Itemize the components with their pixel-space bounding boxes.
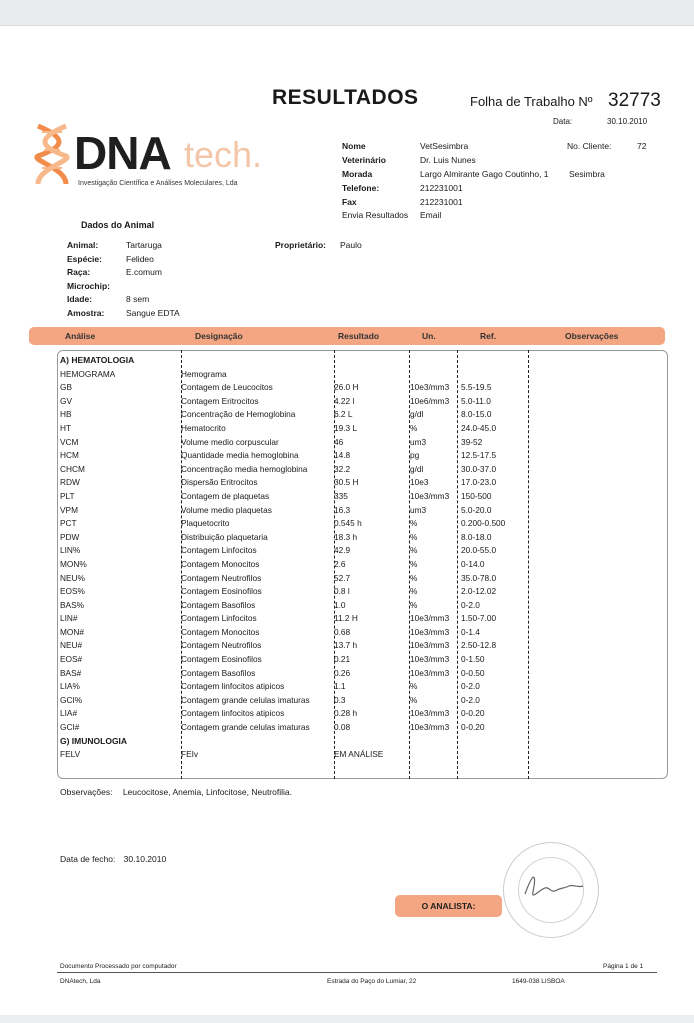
telefone-label: Telefone:: [342, 183, 380, 193]
fecho-label: Data de fecho:: [60, 854, 116, 864]
observacoes: [60, 787, 292, 797]
table-row: [60, 477, 660, 491]
cell-referencia: 12.5-17.5: [461, 450, 497, 461]
idade-value: 8 sem: [126, 294, 150, 304]
cell-analise: HCM: [60, 450, 79, 461]
veterinario-label: Veterinário: [342, 155, 386, 165]
cell-unidade: 10e3/mm3: [410, 490, 450, 501]
results-rows: [60, 355, 660, 763]
cell-unidade: %: [410, 572, 418, 583]
cell-analise: HB: [60, 409, 72, 420]
cell-referencia: 0-2.0: [461, 694, 480, 705]
cell-unidade: um3: [410, 436, 427, 447]
cell-referencia: 0-2.0: [461, 599, 480, 610]
table-row: [60, 423, 660, 437]
cell-resultado: 6.2 L: [334, 409, 353, 420]
cell-designacao: Contagem linfocitos atipicos: [181, 708, 285, 719]
cell-unidade: %: [410, 694, 418, 705]
cell-referencia: 8.0-15.0: [461, 409, 492, 420]
cell-resultado: 30.5 H: [334, 477, 359, 488]
cell-analise: LIN%: [60, 545, 81, 556]
analista-label: O ANALISTA:: [395, 895, 502, 917]
cell-referencia: 0-1.4: [461, 626, 480, 637]
cell-designacao: Concentração media hemoglobina: [181, 463, 308, 474]
cell-analise: GV: [60, 395, 72, 406]
animal-section-title: Dados do Animal: [81, 220, 155, 230]
cell-analise: LIA%: [60, 681, 80, 692]
localidade-value: Sesimbra: [569, 169, 605, 179]
folha-label: Folha de Trabalho Nº: [470, 94, 593, 109]
cell-referencia: 5.0-20.0: [461, 504, 492, 515]
cell-referencia: 0-14.0: [461, 558, 485, 569]
cell-designacao: Quantidade media hemoglobina: [181, 450, 299, 461]
cell-resultado: 14.8: [334, 450, 351, 461]
cell-analise: PDW: [60, 531, 80, 542]
cell-resultado: 0.3: [334, 694, 346, 705]
page-title: RESULTADOS: [272, 86, 419, 109]
fax-label: Fax: [342, 197, 357, 207]
cell-analise: NEU%: [60, 572, 85, 583]
table-row: [60, 396, 660, 410]
cell-unidade: %: [410, 422, 418, 433]
cell-referencia: 2.50-12.8: [461, 640, 497, 651]
cell-referencia: 5.0-11.0: [461, 395, 491, 406]
cell-analise: BAS%: [60, 599, 84, 610]
cell-analise: VCM: [60, 436, 79, 447]
animal-value: Tartaruga: [126, 240, 162, 250]
table-row: [60, 437, 660, 451]
col-header-unidade: Un.: [422, 331, 436, 341]
table-section-row: [60, 355, 660, 369]
nome-value: VetSesimbra: [420, 141, 469, 151]
cell-analise: MON#: [60, 626, 84, 637]
cell-analise: VPM: [60, 504, 78, 515]
cell-resultado: 1.1: [334, 681, 346, 692]
cell-resultado: 0.8 l: [334, 586, 350, 597]
cell-unidade: %: [410, 518, 418, 529]
cell-referencia: 24.0-45.0: [461, 422, 497, 433]
table-row: [60, 708, 660, 722]
cell-referencia: 0.200-0.500: [461, 518, 506, 529]
cell-resultado: 11.2 H: [334, 613, 358, 624]
footer-page: Página 1 de 1: [603, 963, 644, 970]
table-row: [60, 409, 660, 423]
table-row: [60, 586, 660, 600]
table-row: [60, 668, 660, 682]
amostra-label: Amostra:: [67, 308, 105, 318]
footer-address: Estrada do Paço do Lumiar, 22: [327, 978, 417, 985]
cell-designacao: FEIv: [181, 749, 199, 760]
date-value: 30.10.2010: [607, 117, 648, 126]
cell-analise: LIN#: [60, 613, 78, 624]
cell-designacao: Contagem grande celulas imaturas: [181, 694, 310, 705]
cliente-label: No. Cliente:: [567, 141, 612, 151]
cell-unidade: 10e3/mm3: [410, 722, 450, 733]
cell-designacao: Contagem Eosinofilos: [181, 586, 262, 597]
table-row: [60, 369, 660, 383]
cell-designacao: Hemograma: [181, 368, 227, 379]
cell-resultado: 1.0: [334, 599, 346, 610]
cell-analise: BAS#: [60, 667, 82, 678]
cell-referencia: 5.5-19.5: [461, 382, 492, 393]
table-row: [60, 654, 660, 668]
table-row: [60, 532, 660, 546]
section-title: G) IMUNOLOGIA: [60, 735, 128, 746]
top-scan-border: [0, 0, 694, 26]
cell-unidade: 10e3: [410, 477, 429, 488]
cell-designacao: Hematocrito: [181, 422, 226, 433]
cell-referencia: 1.50-7.00: [461, 613, 497, 624]
table-section-row: [60, 736, 660, 750]
cell-referencia: 35.0-78.0: [461, 572, 497, 583]
cell-unidade: 10e3/mm3: [410, 382, 450, 393]
envio-label: Envia Resultados: [342, 210, 409, 220]
cell-referencia: 0-1.50: [461, 654, 485, 665]
cell-analise: CHCM: [60, 463, 85, 474]
cell-analise: NEU#: [60, 640, 83, 651]
table-row: [60, 613, 660, 627]
telefone-value: 212231001: [420, 183, 463, 193]
cell-analise: HT: [60, 422, 72, 433]
cell-designacao: Contagem Linfocitos: [181, 545, 257, 556]
amostra-value: Sangue EDTA: [126, 308, 180, 318]
table-row: [60, 681, 660, 695]
cell-referencia: 0-0.20: [461, 722, 485, 733]
cell-resultado: 0.21: [334, 654, 351, 665]
cell-designacao: Concentração de Hemoglobina: [181, 409, 296, 420]
table-row: [60, 450, 660, 464]
raca-label: Raça:: [67, 267, 91, 277]
cell-unidade: 10e3/mm3: [410, 654, 450, 665]
cell-analise: RDW: [60, 477, 80, 488]
cell-unidade: um3: [410, 504, 427, 515]
cell-unidade: g/dl: [410, 409, 424, 420]
cell-analise: EOS#: [60, 654, 83, 665]
cell-unidade: %: [410, 545, 418, 556]
cell-unidade: 10e3/mm3: [410, 626, 450, 637]
cell-referencia: 39-52: [461, 436, 483, 447]
footer-postal: 1649-038 LISBOA: [512, 978, 565, 985]
cell-unidade: %: [410, 681, 418, 692]
table-row: [60, 600, 660, 614]
table-row: [60, 382, 660, 396]
cell-designacao: Contagem Basofilos: [181, 667, 256, 678]
cell-analise: MON%: [60, 558, 87, 569]
table-row: [60, 695, 660, 709]
cell-designacao: Contagem Monocitos: [181, 558, 260, 569]
table-row: [60, 464, 660, 478]
cell-designacao: Contagem Linfocitos: [181, 613, 257, 624]
cell-resultado: EM ANÁLISE: [334, 749, 384, 760]
cell-designacao: Volume medio plaquetas: [181, 504, 272, 515]
cell-resultado: 16.3: [334, 504, 351, 515]
proprietario-label: Proprietário:: [275, 240, 327, 250]
cell-resultado: 4.22 l: [334, 395, 355, 406]
cell-referencia: 0-2.0: [461, 681, 480, 692]
cell-referencia: 30.0-37.0: [461, 463, 497, 474]
cell-resultado: 2.6: [334, 558, 346, 569]
cell-unidade: %: [410, 586, 418, 597]
logo-dna-text: DNA: [74, 127, 171, 179]
cell-resultado: 52.7: [334, 572, 351, 583]
cell-designacao: Volume medio corpuscular: [181, 436, 279, 447]
cell-resultado: 42.9: [334, 545, 351, 556]
table-row: [60, 749, 660, 763]
cell-designacao: Contagem grande celulas imaturas: [181, 722, 310, 733]
cell-referencia: 150-500: [461, 490, 492, 501]
cell-designacao: Contagem Neutrofilos: [181, 640, 262, 651]
cell-designacao: Distribuição plaquetaria: [181, 531, 268, 542]
cell-resultado: 0.545 h: [334, 518, 362, 529]
table-row: [60, 491, 660, 505]
col-header-referencia: Ref.: [480, 331, 497, 341]
nome-label: Nome: [342, 141, 366, 151]
cell-unidade: 10e3/mm3: [410, 613, 450, 624]
cell-resultado: 0.68: [334, 626, 351, 637]
cell-referencia: 0-0.20: [461, 708, 485, 719]
footer-company: DNAtech, Lda: [60, 978, 101, 985]
footer-processed: Documento Processado por computador: [60, 963, 177, 970]
cell-unidade: pg: [410, 450, 420, 461]
table-row: [60, 559, 660, 573]
cell-resultado: 335: [334, 490, 348, 501]
cell-resultado: 0.26: [334, 667, 351, 678]
cell-resultado: 26.0 H: [334, 382, 359, 393]
raca-value: E.comum: [126, 267, 162, 277]
cell-designacao: Plaquetocrito: [181, 518, 230, 529]
cell-designacao: Contagem linfocitos atipicos: [181, 681, 285, 692]
cell-unidade: g/dl: [410, 463, 424, 474]
table-row: [60, 640, 660, 654]
col-header-designacao: Designação: [195, 331, 243, 341]
cell-resultado: 32.2: [334, 463, 351, 474]
veterinario-value: Dr. Luis Nunes: [420, 155, 476, 165]
cliente-value: 72: [637, 141, 647, 151]
cell-designacao: Contagem Monocitos: [181, 626, 260, 637]
cell-designacao: Contagem de Leucocitos: [181, 382, 273, 393]
cell-unidade: 10e6/mm3: [410, 395, 450, 406]
section-title: A) HEMATOLOGIA: [60, 355, 135, 365]
cell-designacao: Contagem Neutrofilos: [181, 572, 262, 583]
table-row: [60, 545, 660, 559]
table-row: [60, 518, 660, 532]
morada-value: Largo Almirante Gago Coutinho, 1: [420, 169, 549, 179]
fecho-value: 30.10.2010: [123, 854, 167, 864]
observacoes-label: Observações:: [60, 787, 113, 797]
table-row: [60, 722, 660, 736]
especie-label: Espécie:: [67, 254, 102, 264]
cell-unidade: %: [410, 599, 418, 610]
idade-label: Idade:: [67, 294, 93, 304]
especie-value: Felideo: [126, 254, 154, 264]
cell-resultado: 13.7 h: [334, 640, 358, 651]
cell-unidade: 10e3/mm3: [410, 708, 450, 719]
cell-analise: EOS%: [60, 586, 85, 597]
cell-analise: FELV: [60, 749, 81, 760]
data-fecho: [60, 854, 166, 864]
cell-resultado: 0.08: [334, 722, 351, 733]
microchip-label: Microchip:: [67, 281, 110, 291]
cell-analise: PLT: [60, 490, 75, 501]
date-label: Data:: [553, 117, 573, 126]
results-table-header: [29, 327, 665, 345]
cell-analise: GB: [60, 382, 72, 393]
cell-referencia: 0-0.50: [461, 667, 485, 678]
company-logo: [32, 124, 282, 188]
cell-designacao: Contagem Eosinofilos: [181, 654, 262, 665]
proprietario-value: Paulo: [340, 240, 362, 250]
cell-resultado: 46: [334, 436, 344, 447]
cell-analise: GCI%: [60, 694, 83, 705]
cell-referencia: 2.0-12.02: [461, 586, 497, 597]
cell-unidade: 10e3/mm3: [410, 667, 450, 678]
folha-number: 32773: [608, 90, 661, 111]
table-row: [60, 505, 660, 519]
col-header-resultado: Resultado: [338, 331, 380, 341]
table-row: [60, 573, 660, 587]
cell-designacao: Contagem Basofilos: [181, 599, 256, 610]
logo-tagline: Investigação Científica e Análises Moleculares, Lda: [78, 180, 238, 187]
fax-value: 212231001: [420, 197, 463, 207]
bottom-scan-border: [0, 1015, 694, 1023]
footer-divider: [57, 972, 657, 973]
cell-resultado: 19.3 L: [334, 422, 358, 433]
observacoes-text: Leucocitose, Anemia, Linfocitose, Neutrofilia.: [122, 787, 292, 797]
envio-value: Email: [420, 210, 442, 220]
cell-resultado: 18.3 h: [334, 531, 358, 542]
col-header-observacoes: Observações: [565, 331, 619, 341]
cell-referencia: 8.0-18.0: [461, 531, 492, 542]
cell-designacao: Contagem de plaquetas: [181, 490, 270, 501]
signature-icon: [503, 842, 599, 938]
cell-analise: GCI#: [60, 722, 80, 733]
company-stamp: [503, 842, 599, 938]
col-header-analise: Análise: [65, 331, 96, 341]
cell-referencia: 17.0-23.0: [461, 477, 497, 488]
cell-designacao: Contagem Eritrocitos: [181, 395, 259, 406]
animal-label: Animal:: [67, 240, 99, 250]
cell-unidade: %: [410, 558, 418, 569]
cell-analise: PCT: [60, 518, 77, 529]
cell-analise: HEMOGRAMA: [60, 368, 116, 379]
logo-tech-text: tech.: [184, 134, 263, 175]
morada-label: Morada: [342, 169, 373, 179]
cell-analise: LIA#: [60, 708, 78, 719]
cell-unidade: %: [410, 531, 418, 542]
dna-helix-icon: [32, 124, 72, 186]
cell-unidade: 10e3/mm3: [410, 640, 450, 651]
table-row: [60, 627, 660, 641]
cell-referencia: 20.0-55.0: [461, 545, 497, 556]
cell-designacao: Dispersão Eritrocitos: [181, 477, 258, 488]
cell-resultado: 0.28 h: [334, 708, 358, 719]
